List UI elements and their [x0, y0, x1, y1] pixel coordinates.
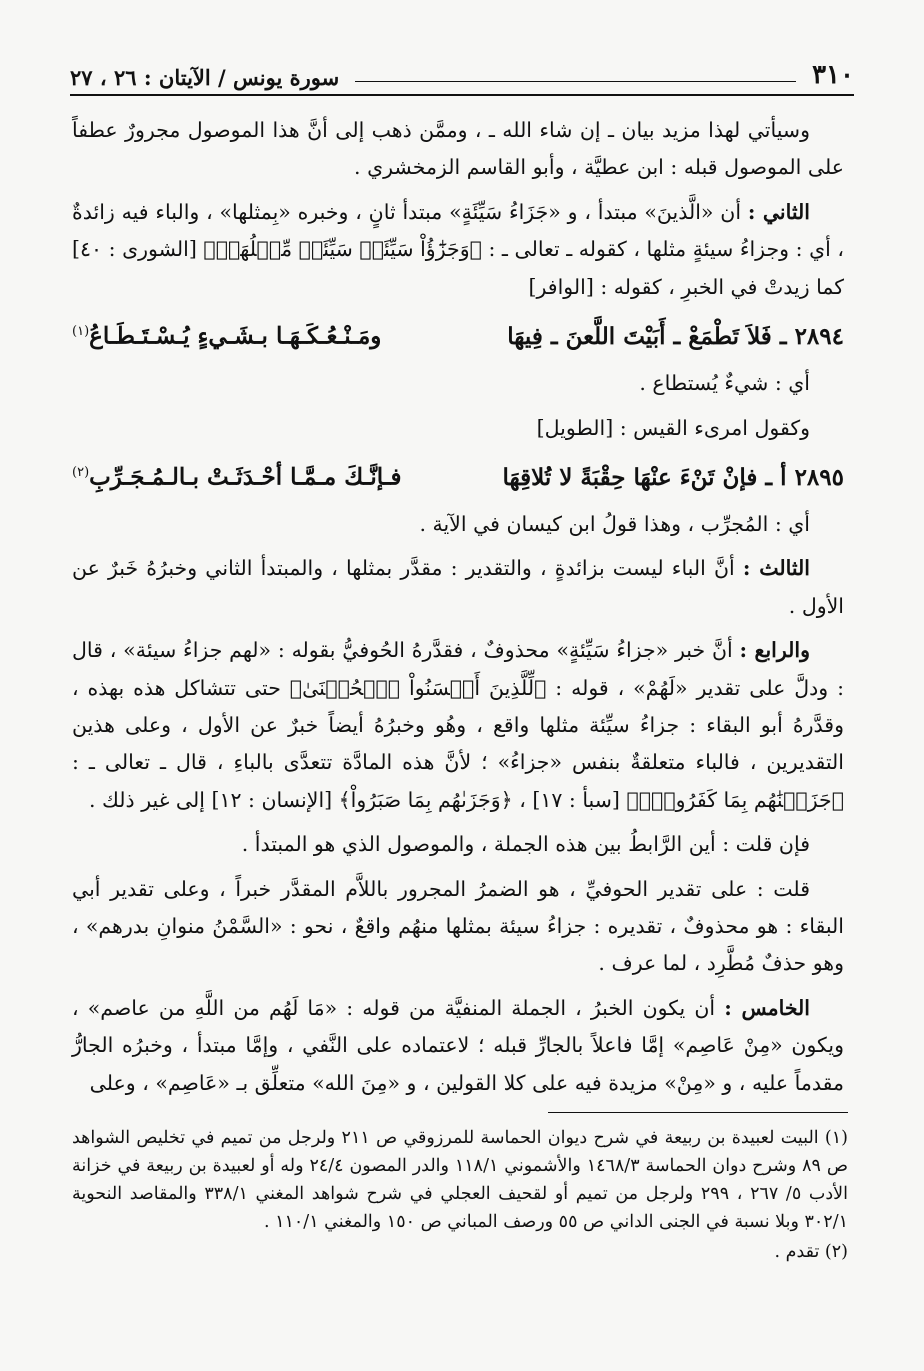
- paragraph: أي : شيءٌ يُستطاع .: [639, 371, 810, 396]
- paragraph-text: أن «الَّذينَ» مبتدأ ، و «جَزَاءُ سَيِّئَةٍ» مبتدأ ثانٍ ، وخبره «بِمثلها» ، والباء فيه زائدةٌ ، أي : وجزاءُ سيئةٍ مثلها ، كقوله ـ تعالى ـ : ﴿وَجَزَٰٓؤُاْ سَيِّئَةٖ سَيِّئَةٞ مِّثۡلُهَاۖ﴾ [الشورى : ٤٠] كما زيدتْ في الخبرِ ، كقوله : [الوافر]: [72, 199, 844, 299]
- footnotes: [72, 1124, 848, 1268]
- verse-text: فإنْ تَنْءَ عنْهَا حِقْبَةً لا تُلاقِهَا: [502, 463, 758, 491]
- paragraph: [72, 990, 844, 1102]
- paragraph-text: أنَّ الباء ليست بزائدةٍ ، والتقدير : مقدَّر بمثلها ، والمبتدأ الثاني وخبرُهُ خَبرٌ عن الأول .: [72, 556, 844, 618]
- footnote: (٢) تقدم .: [774, 1242, 848, 1262]
- verse-first-half: [503, 459, 845, 496]
- paragraph: أي : المُجرِّب ، وهذا قولُ ابن كيسان في الآية .: [419, 511, 810, 536]
- paragraph: فإن قلت : أين الرَّابطُ بين هذه الجملة ، والموصول الذي هو المبتدأ .: [241, 832, 810, 857]
- section-label: الخامس :: [724, 995, 810, 1020]
- paragraph: [72, 194, 844, 306]
- verse-second-half: [72, 454, 402, 496]
- page-header: [70, 50, 854, 96]
- poetry-verse: [72, 454, 844, 496]
- footnote: (١) البيت لعبيدة بن ربيعة في شرح ديوان الحماسة للمرزوقي ص ٢١١ ولرجل من تميم في تخليص الشواهد ص ٨٩ وشرح دوان الحماسة ١٤٦٨/٣ والأشموني ١١٨/١ والدر المصون ٢٤/٤ وله أو لعبيدة بن ربيعة في خزانة الأدب ٥/ ٢٦٧ ، ٢٩٩ ولرجل من تميم أو لقحيف العجلي في شرح شواهد المغني ٣٣٨/١ والمقاصد النحوية ٣٠٢/١ وبلا نسبة في الجنى الداني ص ٥٥ ورصف المباني ص ١٥٠ والمغني ١١٠/١ .: [72, 1128, 849, 1232]
- page-number: ٣١٠: [812, 60, 854, 90]
- verse-number: ٢٨٩٥ أ ـ: [765, 463, 844, 491]
- section-label: الثاني :: [747, 199, 811, 224]
- footnote-ref: (١): [72, 324, 90, 340]
- paragraph: وكقول امرىء القيس : [الطويل]: [536, 415, 810, 440]
- paragraph: [72, 550, 844, 625]
- verse-text: فـإنَّـكَ مـمَّـا أحْـدَثَـتْ بـالـمُـجَـرِّبِ: [89, 463, 402, 491]
- verse-number: ٢٨٩٤ ـ: [779, 322, 844, 350]
- paragraph-text: أن يكون الخبرُ ، الجملة المنفيَّة من قوله : «مَا لَهُم من اللَّهِ من عاصم» ، ويكون «مِنْ عَاصِم» إمَّا فاعلاً بالجارِّ قبله ؛ لاعتماده على النَّفي ، وإمَّا مبتدأ ، وخبرُه الجارُّ مقدماً عليه ، و «مِنْ» مزيدة فيه على كلا القولين ، و «مِنَ الله» متعلِّق بـ «عَاصِم» ، وعلى: [72, 995, 844, 1095]
- section-label: والرابع :: [739, 638, 811, 663]
- paragraph: قلت : على تقدير الحوفيِّ ، هو الضمرُ المجرور باللاَّم المقدَّر خبراً ، وعلى تقدير أبي البقاء : هو محذوفٌ ، تقديره : جزاءُ سيئة بمثلها منهُم واقعٌ ، نحو : «السَّمْنُ منوانِ بدرهم» ، وهو حذفٌ مُطَّرِد ، لما عرف .: [72, 876, 844, 976]
- section-label: الثالث :: [742, 556, 810, 581]
- verse-text: ومَـنْـعُـكَـهَـا بـشَـيءٍ يُـسْـتَـطَـاعُ: [89, 322, 382, 350]
- verse-second-half: [72, 313, 381, 355]
- footnote-ref: (٢): [72, 464, 90, 480]
- verse-first-half: [507, 318, 844, 355]
- poetry-verse: [72, 313, 844, 355]
- main-text: [72, 112, 844, 1109]
- paragraph: وسيأتي لهذا مزيد بيان ـ إن شاء الله ـ ، وممَّن ذهب إلى أنَّ هذا الموصول مجرورٌ عطفاً على الموصول قبله : ابن عطيَّة ، وأبو القاسم الزمخشري .: [72, 118, 844, 180]
- paragraph: [72, 632, 844, 819]
- paragraph-text: أنَّ خبر «جزاءُ سَيِّئةٍ» محذوفٌ ، فقدَّرهُ الحُوفيُّ بقوله : «لهم جزاءُ سيئة» ، قال : ودلَّ على تقدير «لَهُمْ» ، قوله : ﴿لِّلَّذِينَ أَحۡسَنُواْ ٱلۡحُسۡنَىٰ﴾ حتى تتشاكل هذه بهذه ، وقدَّرهُ أبو البقاء : جزاءُ سيِّئة مثلها واقع ، وهُو وخبرُهُ أيضاً خبرٌ عن الأول ، وعلى هذين التقديرين ، فالباء متعلقةٌ بنفس «جزاءُ» ؛ لأنَّ هذه المادَّة تتعدَّى بالباءِ ، قال ـ تعالى ـ : ﴿جَزَيۡنَٰهُم بِمَا كَفَرُواْۖ﴾ [سبأ : ١٧] ، ﴿وَجَزَىٰهُم بِمَا صَبَرُواْ﴾ [الإنسان : ١٢] إلى غير ذلك .: [72, 638, 844, 812]
- footnote-separator: [548, 1112, 848, 1113]
- verse-text: فَلاَ تَطْمَعْ ـ أَبَيْتَ اللَّعنَ ـ فِيهَا: [507, 322, 772, 350]
- header-rule: [355, 81, 796, 82]
- running-title: سورة يونس / الآيتان : ٢٦ ، ٢٧: [70, 65, 340, 90]
